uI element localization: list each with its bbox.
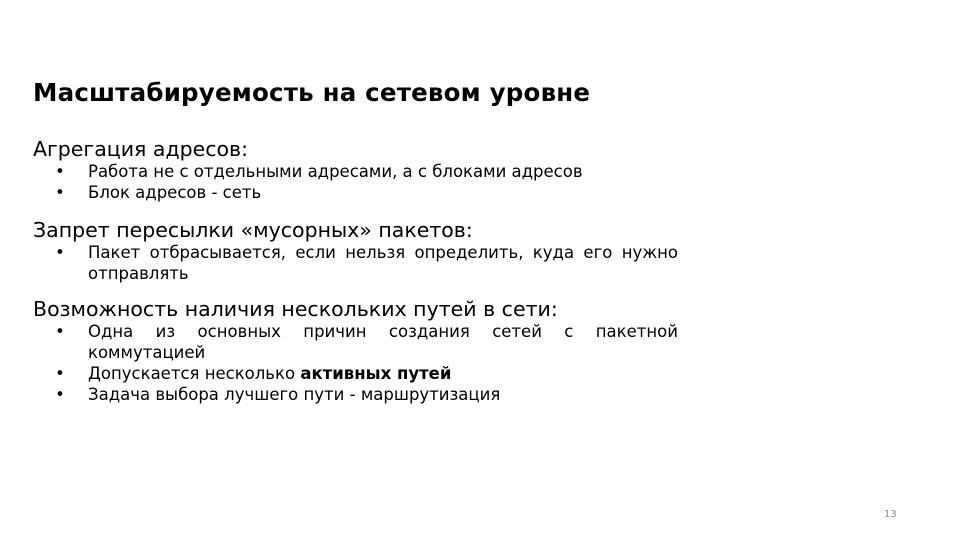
bullet-icon: • — [55, 322, 65, 341]
list-item — [33, 182, 678, 203]
section-heading: Запрет пересылки «мусорных» пакетов: — [33, 218, 473, 242]
bullet-text-bold: активных путей — [300, 364, 452, 383]
section-address-aggregation — [33, 137, 693, 203]
list-item — [33, 363, 678, 384]
bullet-text: Блок адресов - сеть — [88, 183, 262, 202]
bullet-text: Пакет отбрасывается, если нельзя определить, куда его нужно отправлять — [88, 243, 678, 283]
list-item — [33, 242, 678, 284]
list-item — [33, 161, 678, 182]
bullet-icon: • — [55, 243, 65, 262]
slide-title: Масштабируемость на сетевом уровне — [33, 78, 591, 107]
bullet-icon: • — [55, 364, 65, 383]
bullet-list — [33, 321, 693, 405]
bullet-text: Задача выбора лучшего пути - маршрутизация — [88, 385, 501, 404]
bullet-list — [33, 161, 693, 203]
bullet-icon: • — [55, 385, 65, 404]
section-heading: Возможность наличия нескольких путей в сети: — [33, 297, 558, 321]
bullet-text: Одна из основных причин создания сетей с пакетной коммутацией — [88, 322, 678, 362]
section-heading: Агрегация адресов: — [33, 137, 249, 161]
section-junk-packets — [33, 218, 693, 284]
section-multiple-paths — [33, 297, 693, 405]
bullet-text-prefix: Допускается несколько — [88, 364, 301, 383]
page-number: 13 — [884, 509, 897, 520]
bullet-icon: • — [55, 162, 65, 181]
list-item — [33, 321, 678, 363]
bullet-text: Работа не с отдельными адресами, а с блоками адресов — [88, 162, 583, 181]
list-item — [33, 384, 678, 405]
bullet-icon: • — [55, 183, 65, 202]
bullet-list — [33, 242, 693, 284]
